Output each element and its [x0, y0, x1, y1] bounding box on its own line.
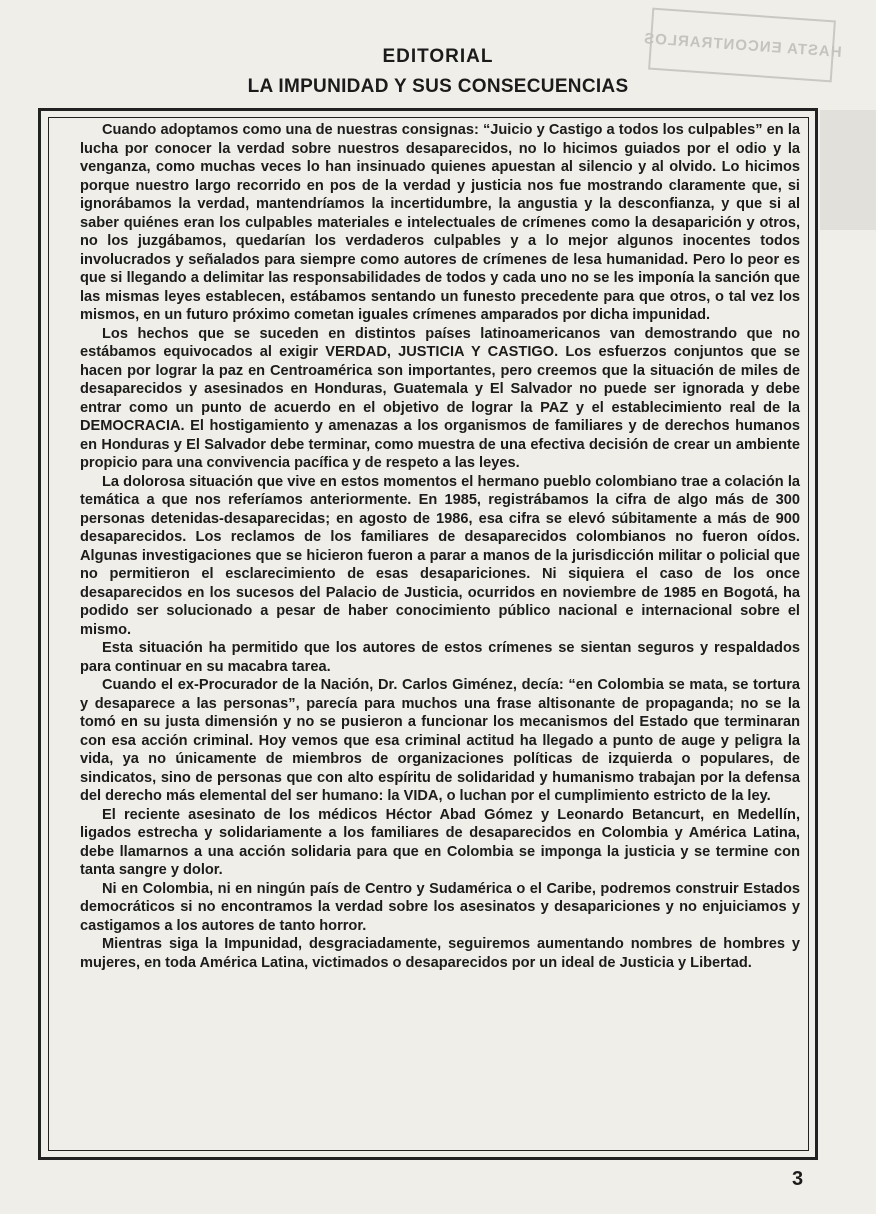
paragraph-1: Cuando adoptamos como una de nuestras consignas: “Juicio y Castigo a todos los culpables” en la lucha por conocer la verdad sobre nuestros desaparecidos, no lo hicimos guiados por el odio y la venganza, como muchas veces lo han insinuado quienes apuestan al silencio y al olvido. Lo hicimos porque nuestro largo recorrido en pos de la verdad y justicia nos fue mostrando claramente que, si ignorábamos la verdad, mantendríamos la incertidumbre, la angustia y la desconfianza, y que si al saber quiénes eran los culpables materiales e intelectuales de crímenes como la desaparición y otros, no los juzgábamos, quedarían los verdaderos culpables y a lo mejor algunos inocentes todos involucrados y señalados para siempre como autores de crímenes de lesa humanidad. Pero lo peor es que si llegando a delimitar las responsabilidades de todos y cada uno no se les imponía la sanción que las mismas leyes establecen, estábamos sentando un funesto precedente para que otros, o tal vez los mismos, en un futuro próximo cometan iguales crímenes amparados por dicha impunidad.	[80, 122, 800, 323]
article-body	[80, 121, 800, 972]
paragraph-5: Cuando el ex-Procurador de la Nación, Dr. Carlos Giménez, decía: “en Colombia se mata, se tortura y desaparece a las personas”, parecía para muchos una frase altisonante de propaganda; no se la tomó en su justa dimensión y no se pusieron a funcionar los mecanismos del Estado que terminaran con esa acción criminal. Hoy vemos que esa criminal actitud ha llegado a punto de auge y peligra la vida, ya no únicamente de miembros de organizaciones políticas de izquierda o populares, de sindicatos, sino de personas que con alto espíritu de solidaridad y humanismo trabajan por la defensa del derecho más elemental del ser humano: la VIDA, o luchan por el cumplimiento estricto de la ley.	[80, 677, 800, 804]
paragraph-3: La dolorosa situación que vive en estos momentos el hermano pueblo colombiano trae a colación la temática a que nos referíamos anteriormente. En 1985, registrábamos la cifra de algo más de 300 personas detenidas-desaparecidas; en agosto de 1986, esa cifra se elevó súbitamente a más de 900 desaparecidos. Los reclamos de los familiares de desaparecidos colombianos no fueron oídos. Algunas investigaciones que se hicieron fueron a parar a manos de la jurisdicción militar o policial que no permitieron el esclarecimiento de esas desapariciones. Ni siquiera el caso de los once desaparecidos en los sucesos del Palacio de Justicia, ocurridos en noviembre de 1985 en Bogotá, ha podido ser solucionado a pesar de haber conocimiento público nacional e internacional sobre el mismo.	[80, 473, 800, 638]
show-through-stamp	[642, 8, 842, 83]
paragraph-2: Los hechos que se suceden en distintos países latinoamericanos van demostrando que no estábamos equivocados al exigir VERDAD, JUSTICIA Y CASTIGO. Los esfuerzos conjuntos que se hacen por lograr la paz en Centroamérica son importantes, pero creemos que la situación de miles de desaparecidos y asesinados en Honduras, Guatemala y El Salvador no puede ser ignorada y debe entrar como un punto de acuerdo en el objetivo de lograr la PAZ y el establecimiento real de la DEMOCRACIA. El hostigamiento y amenazas a los organismos de familiares y de derechos humanos en Honduras y El Salvador debe terminar, como muestra de una efectiva decisión de crear un ambiente propicio para una convivencia pacífica y de respeto a las leyes.	[80, 325, 800, 471]
paragraph-4: Esta situación ha permitido que los autores de estos crímenes se sientan seguros y respaldados para continuar en su macabra tarea.	[80, 640, 800, 675]
stamp-text: HASTA ENCONTRARLOS	[642, 29, 842, 61]
paragraph-8: Mientras siga la Impunidad, desgraciadamente, seguiremos aumentando nombres de hombres y mujeres, en toda América Latina, victimados o desaparecidos por un ideal de Justicia y Libertad.	[80, 936, 800, 971]
paragraph-6: El reciente asesinato de los médicos Héctor Abad Gómez y Leonardo Betancurt, en Medellín, ligados estrecha y solidariamente a los familiares de desaparecidos en Colombia y América Latina, debe llamarnos a una acción solidaria para que en Colombia se imponga la justicia y se termine con tanta sangre y dolor.	[80, 806, 800, 878]
paragraph-7: Ni en Colombia, ni en ningún país de Centro y Sudamérica o el Caribe, podremos construir Estados democráticos si no encontramos la verdad sobre los asesinatos y desapariciones y no enjuiciamos y castigamos a los autores de tanto horror.	[80, 880, 800, 934]
show-through-shadow	[820, 110, 876, 230]
page-title: LA IMPUNIDAD Y SUS CONSECUENCIAS	[247, 76, 629, 97]
page-number: 3	[792, 1168, 804, 1190]
section-kicker: EDITORIAL	[382, 46, 494, 67]
